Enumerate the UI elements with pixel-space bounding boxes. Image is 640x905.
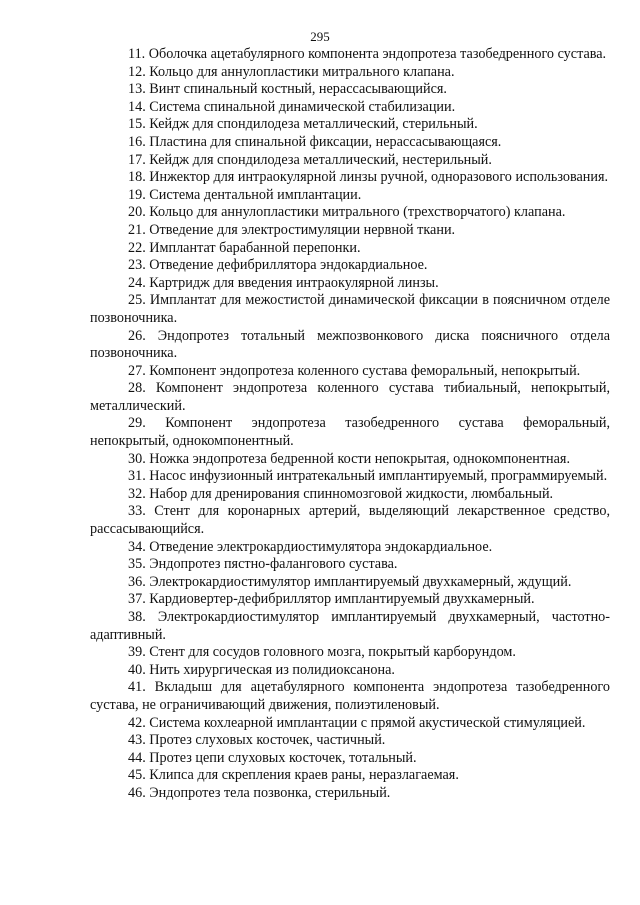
list-item: 29. Компонент эндопротеза тазобедренного сустава феморальный, непокрытый, однокомпонентный. xyxy=(90,415,610,450)
list-item: 43. Протез слуховых косточек, частичный. xyxy=(128,732,386,749)
list-item: 26. Эндопротез тотальный межпозвонкового диска поясничного отдела позвоночника. xyxy=(90,327,610,362)
list-item: 18. Инжектор для интраокулярной линзы ручной, одноразового использования. xyxy=(128,169,609,186)
list-item: 39. Стент для сосудов головного мозга, покрытый карборундом. xyxy=(128,644,516,661)
list-item: 30. Ножка эндопротеза бедренной кости непокрытая, однокомпонентная. xyxy=(128,450,570,467)
list-item: 11. Оболочка ацетабулярного компонента эндопротеза тазобедренного сустава. xyxy=(128,46,607,62)
device-list xyxy=(90,46,610,803)
list-item: 38. Электрокардиостимулятор имплантируемый двухкамерный, частотно-адаптивный. xyxy=(90,609,610,643)
list-item: 36. Электрокардиостимулятор имплантируемый двухкамерный, ждущий. xyxy=(128,573,572,590)
list-item: 27. Компонент эндопротеза коленного сустава феморальный, непокрытый. xyxy=(128,362,581,379)
list-item: 34. Отведение электрокардиостимулятора эндокардиальное. xyxy=(128,538,493,555)
list-item: 17. Кейдж для спондилодеза металлический, нестерильный. xyxy=(128,151,492,168)
list-item: 15. Кейдж для спондилодеза металлический, стерильный. xyxy=(128,116,478,133)
list-item: 14. Система спинальной динамической стабилизации. xyxy=(128,98,456,115)
list-item: 16. Пластина для спинальной фиксации, нерассасывающаяся. xyxy=(128,133,502,150)
list-item: 33. Стент для коронарных артерий, выделяющий лекарственное средство, рассасывающийся. xyxy=(90,503,610,538)
list-item: 23. Отведение дефибриллятора эндокардиальное. xyxy=(128,257,428,274)
list-item: 35. Эндопротез пястно-фалангового сустава. xyxy=(128,556,398,573)
list-item: 19. Система дентальной имплантации. xyxy=(128,186,362,203)
list-item: 41. Вкладыш для ацетабулярного компонента эндопротеза тазобедренного сустава, не ограничивающий движения, полиэтиленовый. xyxy=(90,679,610,713)
list-item: 13. Винт спинальный костный, нерассасывающийся. xyxy=(128,81,447,98)
list-item: 12. Кольцо для аннулопластики митрального клапана. xyxy=(128,63,455,80)
list-item: 28. Компонент эндопротеза коленного сустава тибиальный, непокрытый, металлический. xyxy=(90,380,610,414)
list-item: 31. Насос инфузионный интратекальный имплантируемый, программируемый. xyxy=(128,468,608,485)
list-item: 45. Клипса для скрепления краев раны, неразлагаемая. xyxy=(128,767,459,784)
list-item: 20. Кольцо для аннулопластики митрального (трехстворчатого) клапана. xyxy=(128,204,566,221)
list-item: 22. Имплантат барабанной перепонки. xyxy=(128,239,361,256)
list-item: 40. Нить хирургическая из полидиоксанона. xyxy=(128,661,395,678)
list-item: 42. Система кохлеарной имплантации с прямой акустической стимуляцией. xyxy=(128,714,586,731)
list-item: 46. Эндопротез тела позвонка, стерильный. xyxy=(128,784,391,801)
page-number: 295 xyxy=(310,29,330,44)
list-item: 21. Отведение для электростимуляции нервной ткани. xyxy=(128,221,456,238)
list-item: 37. Кардиовертер-дефибриллятор имплантируемый двухкамерный. xyxy=(128,591,535,608)
list-item: 32. Набор для дренирования спинномозговой жидкости, люмбальный. xyxy=(128,485,554,502)
list-item: 24. Картридж для введения интраокулярной линзы. xyxy=(128,274,439,291)
list-item: 25. Имплантат для межостистой динамической фиксации в поясничном отделе позвоночника. xyxy=(90,292,610,326)
list-item: 44. Протез цепи слуховых косточек, тотальный. xyxy=(128,749,417,766)
